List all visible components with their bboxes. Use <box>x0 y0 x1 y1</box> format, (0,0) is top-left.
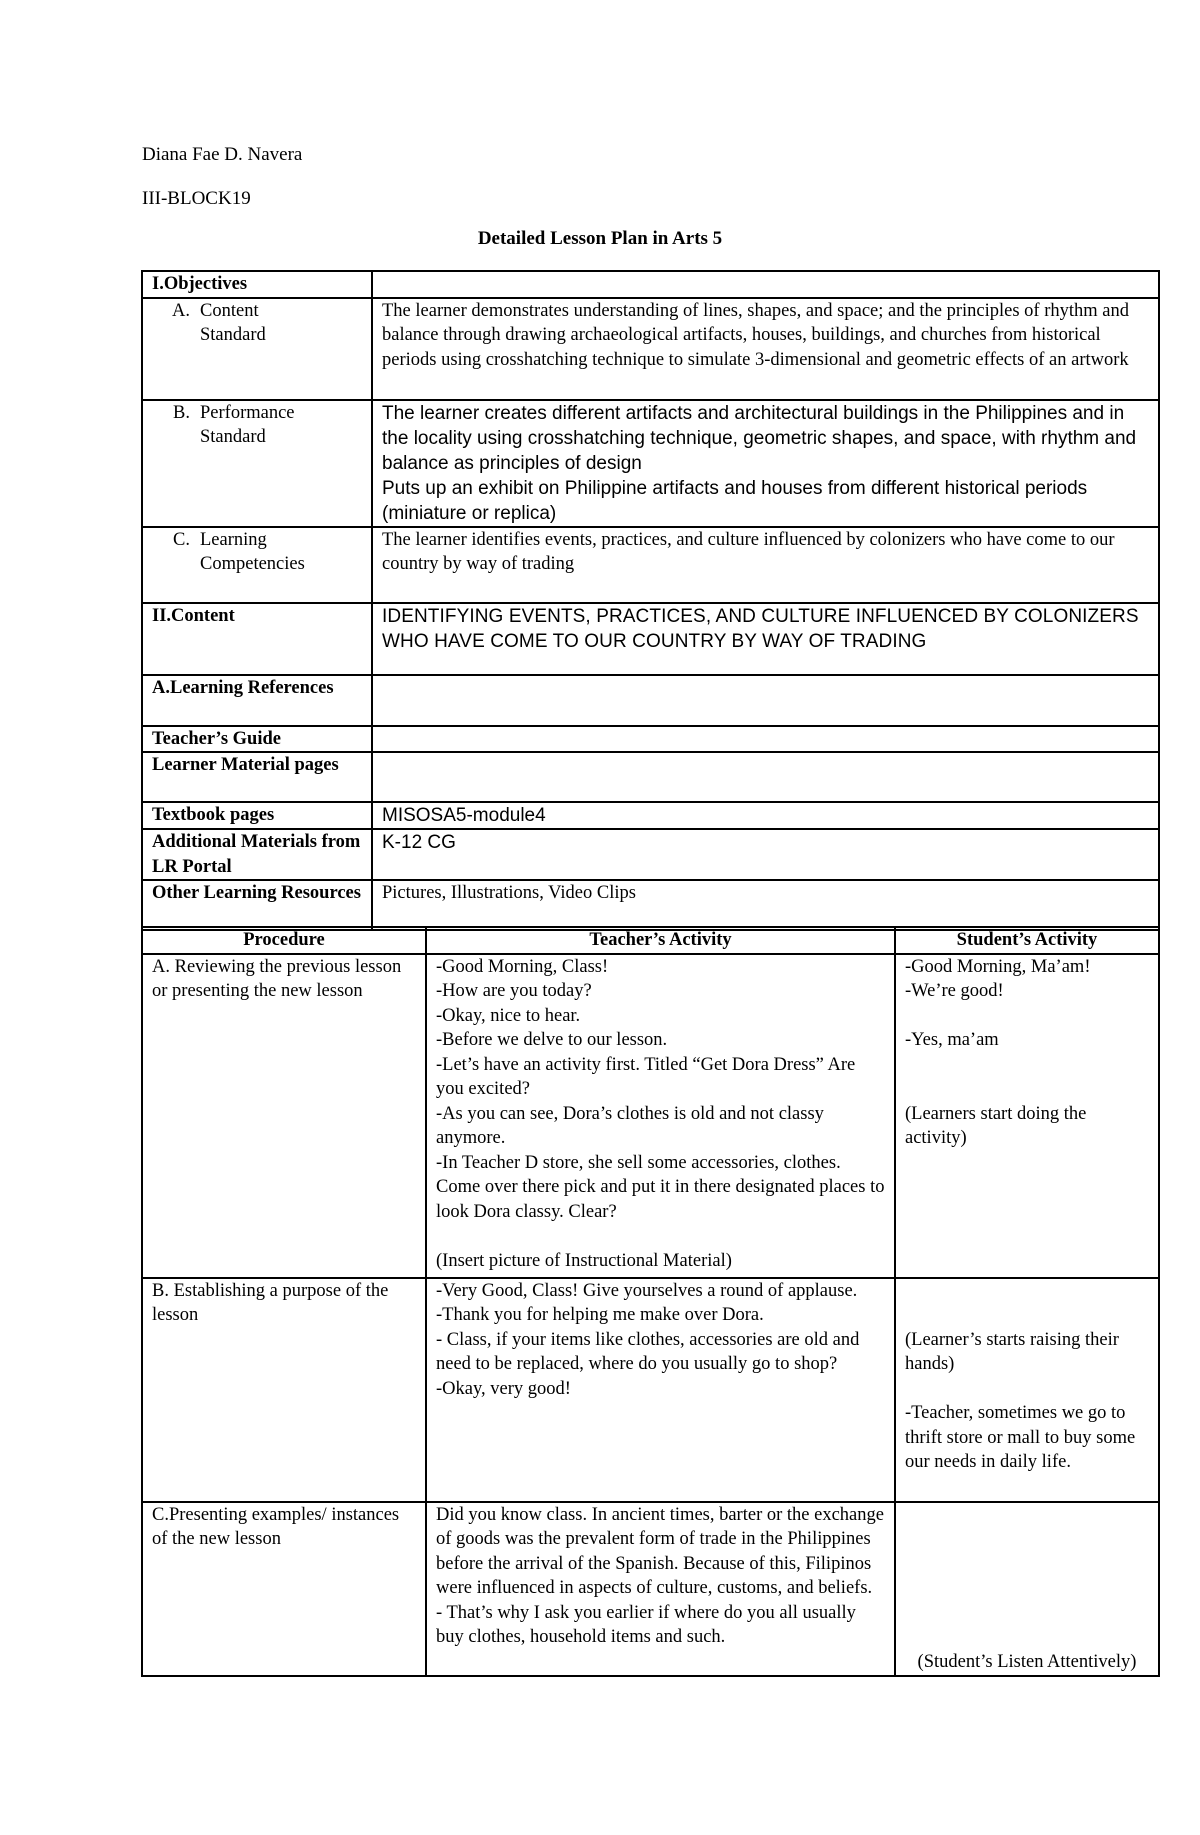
resource-value: Pictures, Illustrations, Video Clips <box>372 880 1159 930</box>
objective-label-line: Standard <box>200 427 266 447</box>
objective-row <box>142 400 1159 527</box>
teacher-activity <box>426 954 895 1278</box>
resource-value <box>372 726 1159 753</box>
objectives-heading-row <box>142 271 1159 298</box>
objective-letter: B. <box>173 402 190 423</box>
student-line-gap <box>905 1004 1149 1029</box>
resource-row <box>142 880 1159 930</box>
objective-label <box>142 527 372 603</box>
resource-row <box>142 802 1159 829</box>
objective-label <box>142 298 372 400</box>
teacher-line: -Good Morning, Class! <box>436 956 609 977</box>
procedure-step: C.Presenting examples/ instances of the new lesson <box>142 1502 426 1676</box>
student-activity <box>895 1278 1159 1502</box>
content-row <box>142 603 1159 675</box>
resource-value <box>372 675 1159 726</box>
author-name: Diana Fae D. Navera <box>142 144 303 165</box>
student-line: (Learner’s starts raising their hands) <box>905 1329 1124 1374</box>
objective-label-line: Competencies <box>200 554 305 574</box>
resource-label: A.Learning References <box>142 675 372 726</box>
student-line: -Teacher, sometimes we go to thrift store or mall to buy some our needs in daily life. <box>905 1403 1140 1472</box>
procedure-step: B. Establishing a purpose of the lesson <box>142 1278 426 1502</box>
procedure-header: Student’s Activity <box>895 927 1159 954</box>
procedure-row <box>142 954 1159 1278</box>
teacher-activity <box>426 1502 895 1676</box>
teacher-line: -Okay, nice to hear. <box>436 1005 581 1026</box>
objective-label <box>142 400 372 527</box>
student-line-gap <box>905 1077 1149 1102</box>
objective-row <box>142 527 1159 603</box>
page-title: Detailed Lesson Plan in Arts 5 <box>477 228 723 249</box>
procedure-row <box>142 1502 1159 1676</box>
student-activity <box>895 1502 1159 1676</box>
teacher-line: -As you can see, Dora’s clothes is old and not classy anymore. <box>436 1103 829 1148</box>
objective-letter: A. <box>172 300 190 321</box>
performance-standard-line: The learner creates different artifacts and architectural buildings in the Philippines and in the locality using crosshatching technique, geometric shapes, and space, with rhythm and balance as principles of design <box>382 402 1142 474</box>
teacher-line: Did you know class. In ancient times, barter or the exchange of goods was the prevalent form of trade in the Philippines before the arrival of the Spanish. Because of this, Filipinos were influenced in aspects of culture, customs, and beliefs. <box>436 1504 889 1598</box>
resource-label: Other Learning Resources <box>142 880 372 930</box>
student-line-gap <box>905 1377 1149 1402</box>
teacher-line: (Insert picture of Instructional Material) <box>436 1250 732 1271</box>
teacher-line-gap <box>436 1224 885 1249</box>
objectives-table <box>141 270 1160 931</box>
resource-label: Learner Material pages <box>142 752 372 802</box>
objective-letter: C. <box>173 529 190 550</box>
student-line-gap <box>905 1303 1149 1328</box>
objectives-heading: I.Objectives <box>142 271 372 298</box>
procedure-step: A. Reviewing the previous lesson or presenting the new lesson <box>142 954 426 1278</box>
teacher-line: - Class, if your items like clothes, accessories are old and need to be replaced, where do you usually go to shop? <box>436 1329 864 1374</box>
resource-label: Additional Materials from LR Portal <box>142 829 372 880</box>
teacher-line: -Thank you for helping me make over Dora. <box>436 1305 764 1325</box>
objective-label-line: Performance <box>200 402 295 423</box>
teacher-line: -Okay, very good! <box>436 1378 571 1399</box>
procedure-row <box>142 1278 1159 1502</box>
student-line: -We’re good! <box>905 981 1004 1001</box>
resource-row <box>142 752 1159 802</box>
teacher-line: -Very Good, Class! Give yourselves a round of applause. <box>436 1280 858 1301</box>
teacher-line: -In Teacher D store, she sell some accessories, clothes. Come over there pick and put it in there designated places to look Dora classy. Clear? <box>436 1152 890 1222</box>
content-text: IDENTIFYING EVENTS, PRACTICES, AND CULTURE INFLUENCED BY COLONIZERS WHO HAVE COME TO OUR COUNTRY BY WAY OF TRADING <box>372 603 1159 675</box>
objectives-heading-blank <box>372 271 1159 298</box>
resource-label: Teacher’s Guide <box>142 726 372 753</box>
objective-row <box>142 298 1159 400</box>
objective-label-line: Learning <box>200 529 267 550</box>
teacher-line: -How are you today? <box>436 981 592 1001</box>
student-line-gap <box>905 1053 1149 1078</box>
student-line: (Student’s Listen Attentively) <box>917 1652 1137 1672</box>
resource-row <box>142 829 1159 880</box>
student-line: (Learners start doing the activity) <box>905 1103 1091 1148</box>
content-heading: II.Content <box>142 603 372 675</box>
performance-standard-text <box>372 400 1159 527</box>
performance-standard-line: Puts up an exhibit on Philippine artifacts and houses from different historical periods (miniature or replica) <box>382 477 1093 524</box>
student-activity <box>895 954 1159 1278</box>
teacher-line: -Let’s have an activity first. Titled “Get Dora Dress” Are you excited? <box>436 1054 860 1099</box>
procedure-header: Teacher’s Activity <box>426 927 895 954</box>
procedure-header: Procedure <box>142 927 426 954</box>
procedure-table <box>141 926 1160 1677</box>
learning-competencies-text: The learner identifies events, practices, and culture influenced by colonizers who have come to our country by way of trading <box>372 527 1159 603</box>
resource-label: Textbook pages <box>142 802 372 829</box>
student-line: -Good Morning, Ma’am! <box>905 956 1091 977</box>
teacher-line: -Before we delve to our lesson. <box>436 1030 668 1050</box>
objective-label-line: Standard <box>200 325 266 345</box>
student-line-gap <box>905 1279 1149 1304</box>
procedure-header-row <box>142 927 1159 954</box>
resource-value: MISOSA5-module4 <box>372 802 1159 829</box>
resource-value <box>372 752 1159 802</box>
objective-label-line: Content <box>200 300 259 321</box>
student-line: -Yes, ma’am <box>905 1030 999 1050</box>
resource-value: K-12 CG <box>372 829 1159 880</box>
block-label: III-BLOCK19 <box>142 188 251 209</box>
resource-row <box>142 675 1159 726</box>
content-standard-text: The learner demonstrates understanding of lines, shapes, and space; and the principles of rhythm and balance through drawing archaeological artifacts, houses, buildings, and churches from historical periods using crosshatching technique to simulate 3-dimensional and geometric effects of an artwork <box>372 298 1159 400</box>
teacher-activity <box>426 1278 895 1502</box>
teacher-line: - That’s why I ask you earlier if where do you all usually buy clothes, household items and such. <box>436 1602 861 1647</box>
resource-row <box>142 726 1159 753</box>
